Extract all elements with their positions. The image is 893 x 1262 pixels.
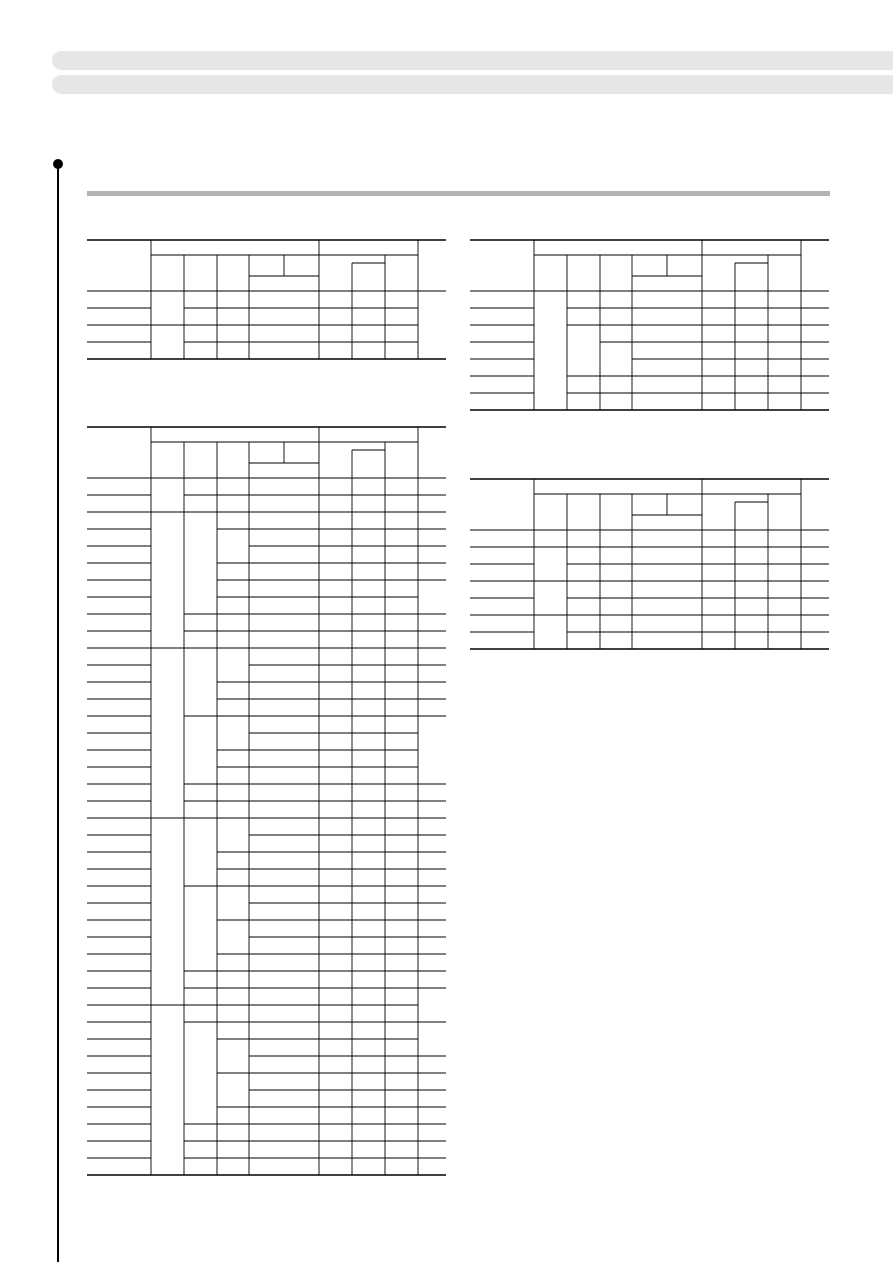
table-grid-svg: [470, 479, 829, 649]
margin-rule: [57, 163, 59, 1262]
margin-bullet-icon: [53, 159, 63, 169]
spec-table-right-top: [470, 240, 829, 410]
header-band-top: [52, 51, 893, 70]
table-grid-svg: [87, 240, 446, 359]
header-band-bottom: [52, 75, 893, 94]
spec-table-left-bottom: [87, 427, 446, 1175]
section-divider: [87, 191, 830, 196]
spec-table-left-top: [87, 240, 446, 359]
spec-table-right-bottom: [470, 479, 829, 649]
table-grid-svg: [470, 240, 829, 410]
table-grid-svg: [87, 427, 446, 1175]
